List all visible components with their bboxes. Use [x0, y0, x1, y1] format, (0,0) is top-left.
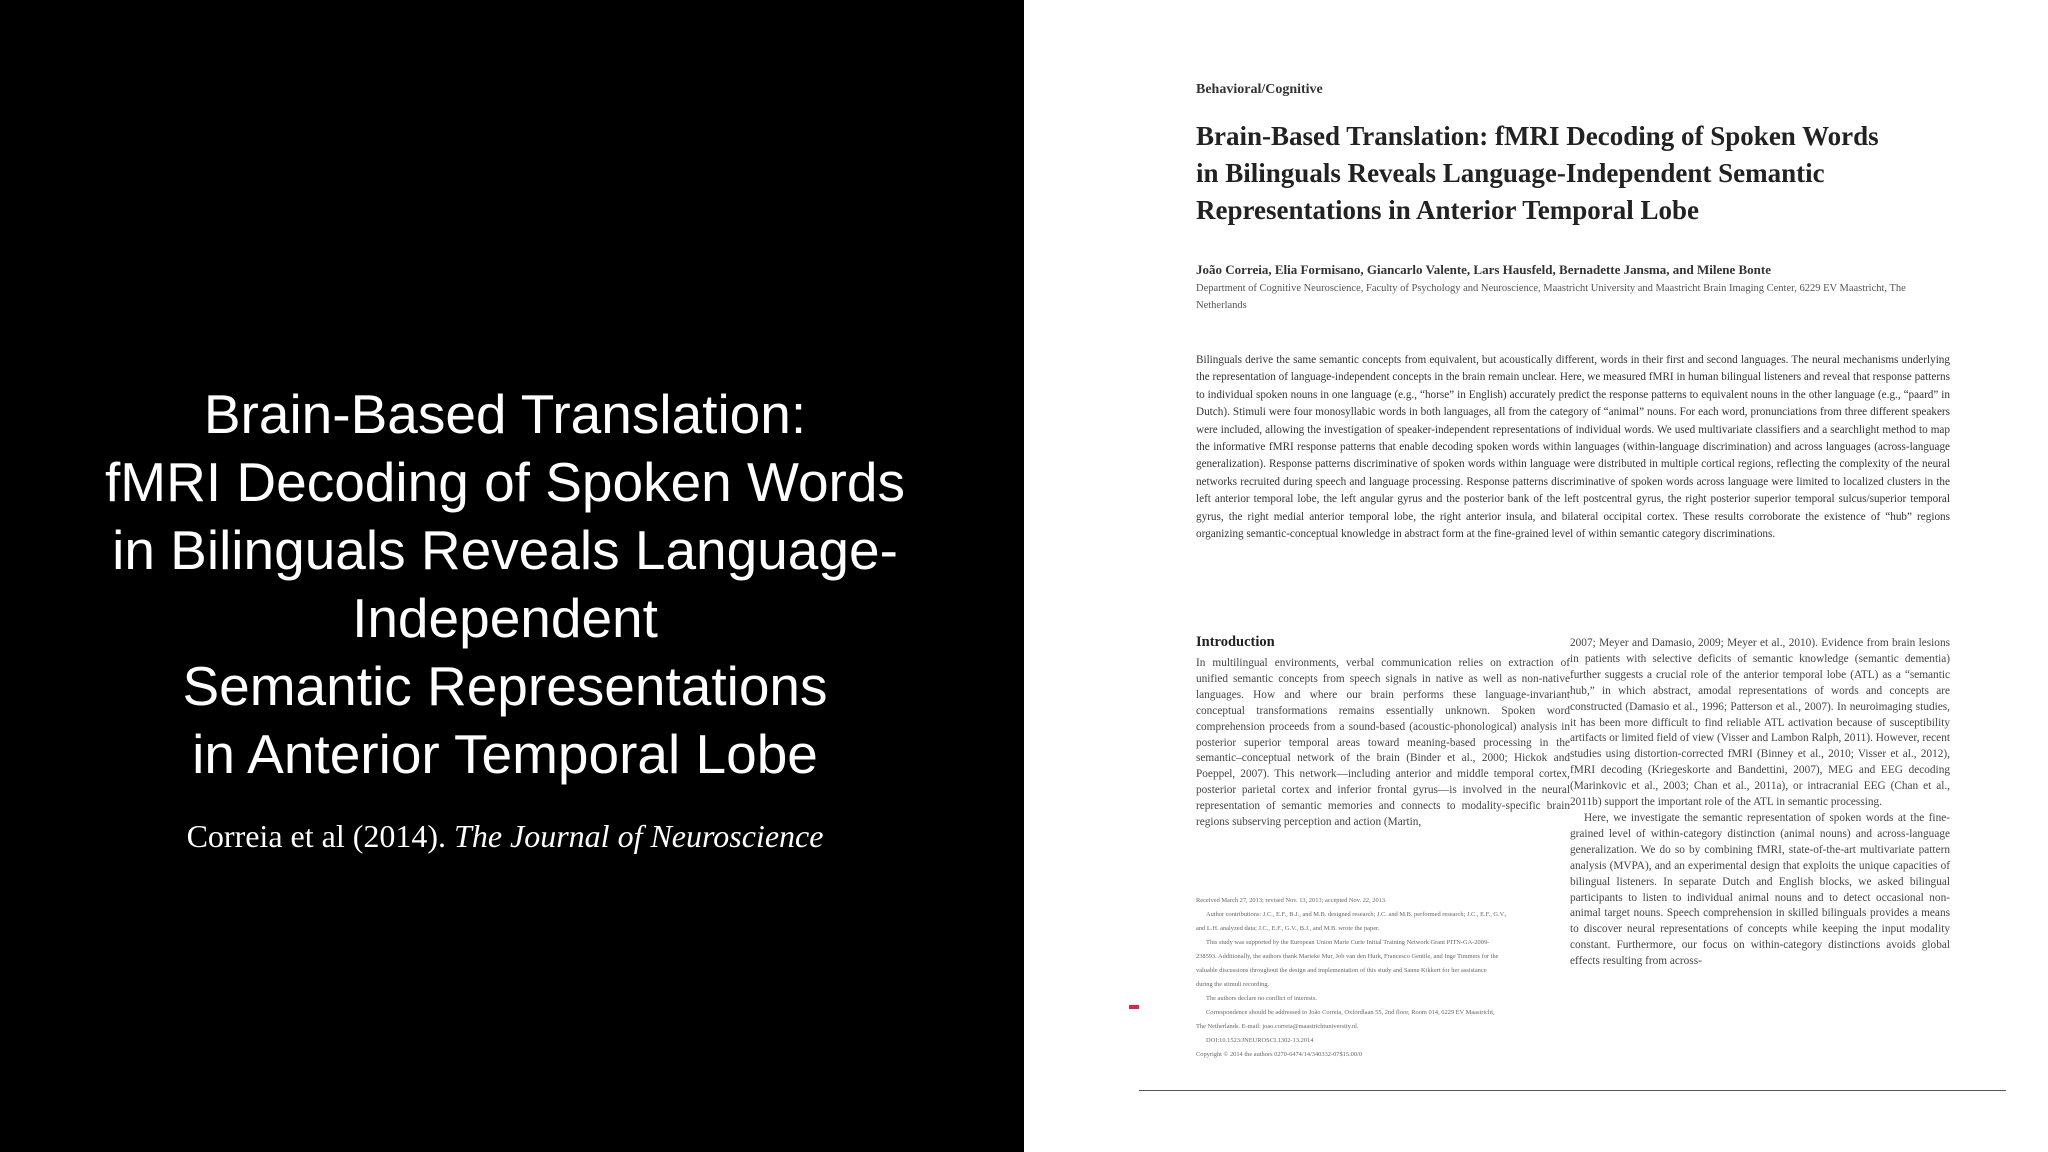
footnote-line: 238593. Additionally, the authors thank Marieke Mur, Job van den Hurk, Francesco Gentile, and Inge Timmers for the: [1196, 953, 1499, 960]
slide-title-line: in Anterior Temporal Lobe: [192, 723, 818, 785]
citation-journal: The Journal of Neuroscience: [454, 818, 824, 854]
red-margin-mark: [1129, 1005, 1139, 1009]
citation-authors-year: Correia et al (2014).: [186, 818, 447, 854]
paper-abstract: Bilinguals derive the same semantic concepts from equivalent, but acoustically different, words in their first and second languages. The neural mechanisms underlying the representation of language-independent concepts in the brain remain unclear. Here, we measured fMRI in human bilingual listeners and reveal that response patterns to individual spoken nouns in one language (e.g., “horse” in English) accurately predict the response patterns to equivalent nouns in the other language (e.g., “paard” in Dutch). Stimuli were four monosyllabic words in both languages, all from the category of “animal” nouns. For each word, pronunciations from three different speakers were included, allowing the investigation of speaker-independent representations of individual words. We used multivariate classifiers and a searchlight method to map the informative fMRI response patterns that enable decoding spoken words within languages (within-language discrimination) and across languages (across-language generalization). Response patterns discriminative of spoken words within language were distributed in multiple cortical regions, reflecting the complexity of the neural networks recruited during speech and language processing. Response patterns discriminative of spoken words across language were limited to localized clusters in the left anterior temporal lobe, the left angular gyrus and the posterior bank of the left postcentral gyrus, the right posterior superior temporal sulcus/superior temporal gyrus, the right medial anterior temporal lobe, the right anterior insula, and bilateral occipital cortex. These results corroborate the existence of “hub” regions organizing semantic-conceptual knowledge in abstract form at the fine-grained level of within semantic category discriminations.: [1196, 354, 1950, 541]
slide-title-line: in Bilinguals Reveals Language-: [112, 519, 898, 581]
footnote-line: valuable discussions throughout the design and implementation of this study and Sanne Kikkert for her assistance: [1196, 967, 1487, 974]
paper-page: [1024, 0, 2048, 1152]
introduction-heading: Introduction: [1196, 634, 1275, 650]
introduction-paragraph: Here, we investigate the semantic representation of spoken words at the fine-grained level of within-category distinction (animal nouns) and across-language generalization. We do so by combining fMRI, state-of-the-art multivariate pattern analysis (MVPA), and an experimental design that exploits the unique capacities of bilingual listeners. In separate Dutch and English blocks, we asked bilingual participants to listen to individual animal nouns and to detect occasional non-animal target nouns. Speech comprehension in skilled bilinguals provides a means to discover neural representations of concepts while keeping the input modality constant. Furthermore, our focus on within-category distinctions avoids global effects resulting from across-: [1570, 811, 1950, 968]
slide-title-line: Semantic Representations: [182, 655, 828, 717]
paper-section-label: Behavioral/Cognitive: [1196, 82, 1323, 97]
introduction-right-column: [1570, 636, 1950, 970]
slide-title-line: Brain-Based Translation:: [203, 383, 807, 445]
introduction-paragraph: 2007; Meyer and Damasio, 2009; Meyer et al., 2010). Evidence from brain lesions in patients with selective deficits of semantic knowledge (semantic dementia) further suggests a crucial role of the anterior temporal lobe (ATL) as a “semantic hub,” in which abstract, amodal representations of words and concepts are constructed (Damasio et al., 1996; Patterson et al., 2007). In neuroimaging studies, it has been more difficult to find reliable ATL activation because of susceptibility artifacts or limited field of view (Visser and Lambon Ralph, 2011). However, recent studies using distortion-corrected fMRI (Binney et al., 2010; Visser et al., 2012), fMRI decoding (Kriegeskorte and Bandettini, 2007), MEG and EEG decoding (Marinkovic et al., 2003; Chan et al., 2011a), or intracranial EEG (Chan et al., 2011b) support the important role of the ATL in semantic processing.: [1570, 637, 1950, 809]
footnote-line: during the stimuli recording.: [1196, 981, 1270, 988]
footnote-line: DOI:10.1523/JNEUROSCI.1302-13.2014: [1206, 1037, 1314, 1044]
paper-title-line: Representations in Anterior Temporal Lobe: [1196, 195, 1700, 225]
slide-title-line: fMRI Decoding of Spoken Words: [105, 451, 905, 513]
footnote-line: Received March 27, 2013; revised Nov. 13, 2013; accepted Nov. 22, 2013.: [1196, 897, 1387, 904]
slide-title-line: Independent: [352, 587, 658, 649]
introduction-left-column: In multilingual environments, verbal communication relies on extraction of unified semantic concepts from speech signals in native as well as non-native languages. How and where our brain performs these language-invariant conceptual transformations remains essentially unknown. Spoken word comprehension proceeds from a sound-based (acoustic-phonological) analysis in posterior superior temporal areas toward meaning-based processing in the semantic–conceptual network of the brain (Binder et al., 2000; Hickok and Poeppel, 2007). This network—including anterior and middle temporal cortex, posterior parietal cortex and inferior frontal gyrus—is involved in the neural representation of semantic memories and connects to modality-specific brain regions subserving perception and action (Martin,: [1196, 657, 1570, 829]
footnote-line: This study was supported by the European Union Marie Curie Initial Training Network Grant PITN-GA-2009-: [1206, 939, 1490, 946]
slide-title: [40, 380, 970, 788]
footnote-line: Copyright © 2014 the authors 0270-6474/14/340332-07$15.00/0: [1196, 1051, 1363, 1058]
paper-authors: João Correia, Elia Formisano, Giancarlo Valente, Lars Hausfeld, Bernadette Jansma, and Milene Bonte: [1196, 262, 1771, 277]
page-bottom-rule: [1139, 1090, 2006, 1091]
footnote-line: Correspondence should be addressed to João Correia, Oxfordlaan 55, 2nd floor, Room 014, 6229 EV Maastricht,: [1206, 1009, 1495, 1016]
slide-citation: [40, 818, 970, 855]
footnote-line: The authors declare no conflict of interests.: [1206, 995, 1317, 1002]
footnote-line: and L.H. analyzed data; J.C., E.F., G.V., B.J., and M.B. wrote the paper.: [1196, 925, 1380, 932]
paper-title: [1196, 118, 1956, 229]
paper-affiliation: Department of Cognitive Neuroscience, Faculty of Psychology and Neuroscience, Maastricht University and Maastricht Brain Imaging Center, 6229 EV Maastricht, The Netherlands: [1196, 283, 1906, 311]
footnote-line: The Netherlands. E-mail: joao.correia@maastrichtuniversity.nl.: [1196, 1023, 1359, 1030]
paper-footnotes: [1196, 894, 1570, 1062]
paper-title-line: Brain-Based Translation: fMRI Decoding of Spoken Words: [1196, 121, 1879, 151]
paper-title-line: in Bilinguals Reveals Language-Independent Semantic: [1196, 158, 1825, 188]
footnote-line: Author contributions: J.C., E.F., B.J., and M.B. designed research; J.C. and M.B. performed research; J.C., E.F., G.V.,: [1206, 911, 1507, 918]
